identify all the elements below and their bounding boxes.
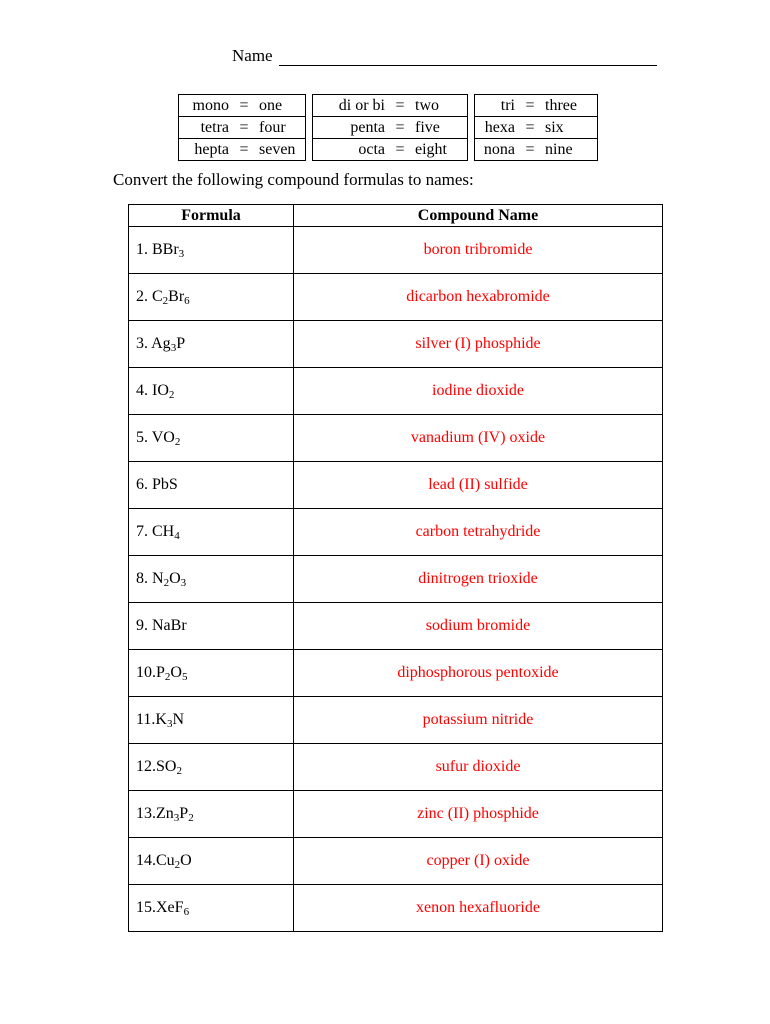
row-number: 13.: [136, 805, 156, 822]
formula-cell: [129, 509, 294, 556]
table-row: [129, 744, 663, 791]
formula-cell: [129, 368, 294, 415]
formula-text: CH: [152, 523, 175, 540]
prefix-row: tri = three: [475, 95, 597, 117]
row-number: 2.: [136, 288, 152, 305]
formula-cell: [129, 462, 294, 509]
row-number: 10.: [136, 664, 156, 681]
compound-name-answer: dinitrogen trioxide: [294, 556, 663, 603]
formula-subscript: 3: [166, 718, 173, 730]
formula-text: Cu: [156, 852, 175, 869]
compound-name-answer: lead (II) sulfide: [294, 462, 663, 509]
prefix-row: tetra = four: [179, 117, 305, 139]
formula-subscript: 2: [163, 577, 170, 589]
compound-name-answer: potassium nitride: [294, 697, 663, 744]
compound-name-answer: carbon tetrahydride: [294, 509, 663, 556]
compound-name-answer: copper (I) oxide: [294, 838, 663, 885]
formula-cell: [129, 697, 294, 744]
formula-text: BBr: [152, 241, 179, 258]
row-number: 12.: [136, 758, 156, 775]
prefix-reference: [178, 94, 598, 161]
formula-text: VO: [151, 429, 175, 446]
formula-cell: [129, 603, 294, 650]
table-row: [129, 368, 663, 415]
formula-text: Br: [168, 288, 185, 305]
compound-name-answer: dicarbon hexabromide: [294, 274, 663, 321]
row-number: 3.: [136, 335, 152, 352]
formula-subscript: 2: [164, 671, 171, 683]
table-row: [129, 415, 663, 462]
formula-text: P: [179, 805, 189, 822]
formula-cell: [129, 556, 294, 603]
table-row: [129, 603, 663, 650]
formula-subscript: 2: [174, 859, 181, 871]
formula-text: Ag: [151, 335, 171, 352]
formula-cell: [129, 744, 294, 791]
formula-subscript: 6: [184, 295, 190, 307]
compound-name-answer: sufur dioxide: [294, 744, 663, 791]
compound-name-answer: silver (I) phosphide: [294, 321, 663, 368]
formula-subscript: 2: [174, 436, 181, 448]
compound-name-answer: diphosphorous pentoxide: [294, 650, 663, 697]
compound-name-answer: boron tribromide: [294, 227, 663, 274]
formula-text: O: [180, 852, 192, 869]
row-number: 7.: [136, 523, 152, 540]
formula-text: SO: [156, 758, 177, 775]
table-header-row: [129, 205, 663, 227]
table-row: [129, 650, 663, 697]
formula-subscript: 3: [173, 812, 180, 824]
formula-cell: [129, 415, 294, 462]
row-number: 15.: [136, 899, 156, 916]
formula-subscript: 2: [168, 389, 175, 401]
prefix-row: nona = nine: [483, 141, 573, 158]
table-row: [129, 697, 663, 744]
formula-text: O: [169, 570, 181, 587]
prefix-row: mono = one: [179, 95, 305, 117]
prefix-row: di or bi = two: [313, 95, 467, 117]
row-number: 6.: [136, 476, 152, 493]
formula-text: C: [152, 288, 163, 305]
formula-cell: [129, 274, 294, 321]
formula-text: NaBr: [152, 617, 187, 634]
formula-subscript: 2: [176, 765, 182, 777]
formula-text: PbS: [152, 476, 178, 493]
row-number: 8.: [136, 570, 152, 587]
table-row: [129, 509, 663, 556]
formula-text: K: [155, 711, 167, 728]
formula-header: Formula: [129, 205, 294, 227]
compound-name-answer: sodium bromide: [294, 603, 663, 650]
compound-name-answer: zinc (II) phosphide: [294, 791, 663, 838]
formula-subscript: 4: [174, 530, 180, 542]
name-field[interactable]: [279, 47, 657, 66]
formula-text: P: [176, 335, 186, 352]
compound-table: [128, 204, 663, 932]
compound-name-answer: vanadium (IV) oxide: [294, 415, 663, 462]
table-row: [129, 838, 663, 885]
formula-subscript: 6: [183, 906, 190, 918]
table-row: [129, 791, 663, 838]
formula-subscript: 3: [180, 577, 187, 589]
prefix-row: hexa = six: [475, 117, 597, 139]
formula-subscript: 3: [178, 248, 185, 260]
prefix-box: [178, 94, 306, 161]
formula-cell: [129, 321, 294, 368]
instructions: Convert the following compound formulas to names:: [113, 170, 474, 189]
formula-cell: [129, 885, 294, 932]
formula-subscript: 3: [170, 342, 177, 354]
table-row: [129, 321, 663, 368]
formula-text: XeF: [156, 899, 184, 916]
formula-cell: [129, 838, 294, 885]
formula-cell: [129, 227, 294, 274]
table-row: [129, 885, 663, 932]
formula-text: Zn: [156, 805, 174, 822]
row-number: 9.: [136, 617, 152, 634]
formula-text: N: [172, 711, 185, 728]
formula-cell: [129, 791, 294, 838]
formula-text: IO: [152, 382, 169, 399]
formula-subscript: 2: [188, 812, 194, 824]
formula-text: N: [152, 570, 164, 587]
name-line: [232, 46, 657, 66]
formula-text: P: [156, 664, 165, 681]
row-number: 1.: [136, 241, 152, 258]
row-number: 5.: [136, 429, 152, 446]
name-label: Name: [232, 46, 273, 65]
formula-text: O: [170, 664, 182, 681]
row-number: 11.: [136, 711, 156, 728]
prefix-row: penta = five: [313, 117, 467, 139]
row-number: 4.: [136, 382, 152, 399]
compound-name-header: Compound Name: [294, 205, 663, 227]
table-row: [129, 462, 663, 509]
prefix-box: [312, 94, 468, 161]
compound-name-answer: xenon hexafluoride: [294, 885, 663, 932]
table-row: [129, 227, 663, 274]
prefix-row: octa = eight: [358, 141, 447, 158]
prefix-box: [474, 94, 598, 161]
compound-name-answer: iodine dioxide: [294, 368, 663, 415]
formula-subscript: 5: [181, 671, 188, 683]
table-row: [129, 556, 663, 603]
table-row: [129, 274, 663, 321]
formula-cell: [129, 650, 294, 697]
prefix-row: hepta = seven: [194, 141, 296, 158]
formula-subscript: 2: [162, 295, 169, 307]
row-number: 14.: [136, 852, 156, 869]
